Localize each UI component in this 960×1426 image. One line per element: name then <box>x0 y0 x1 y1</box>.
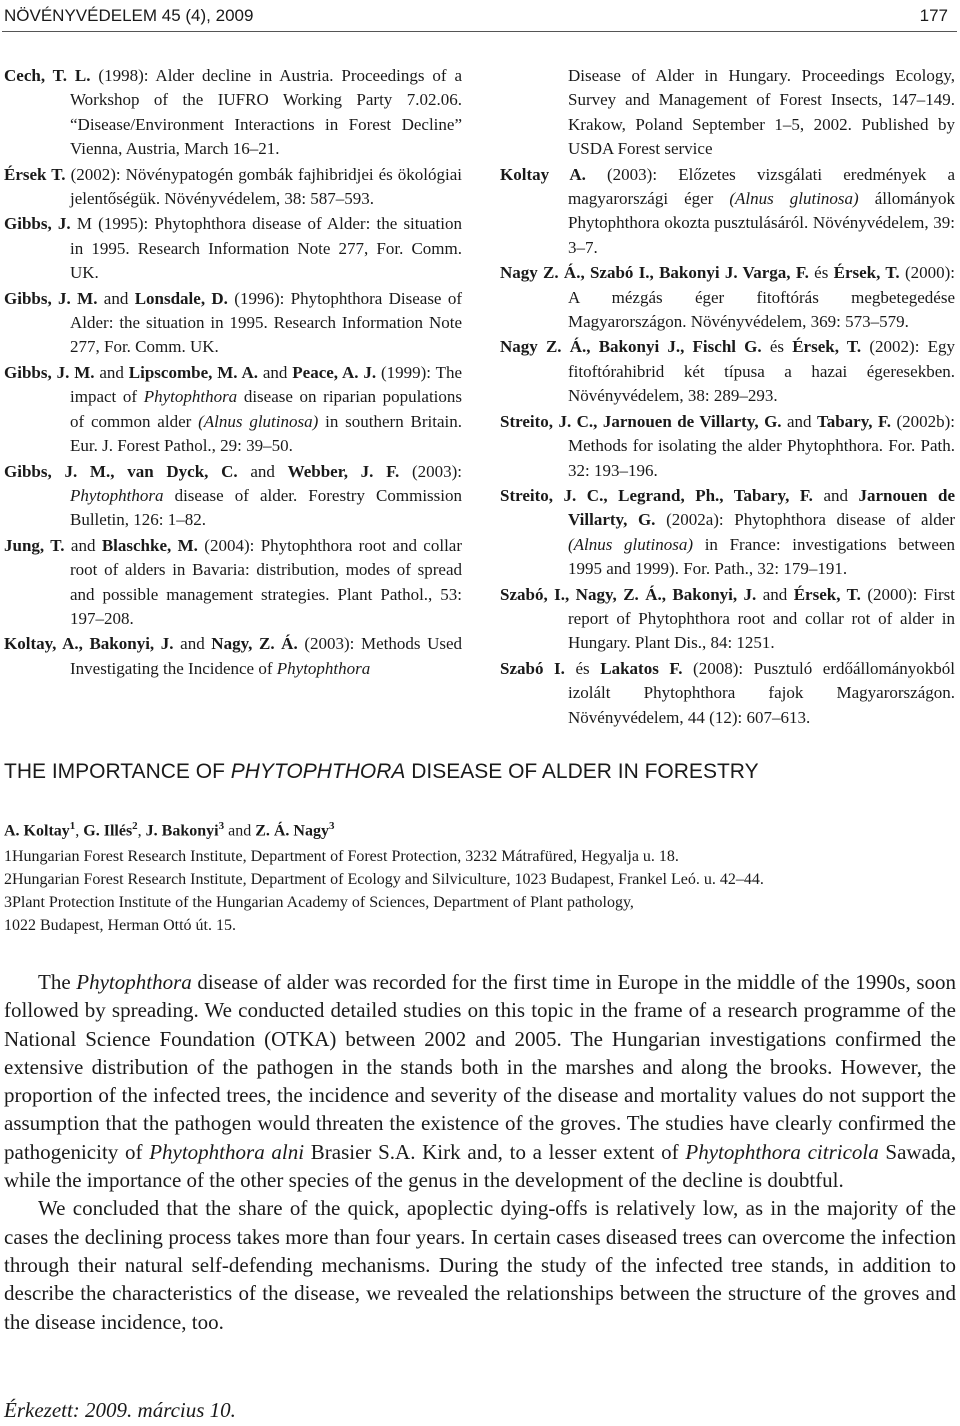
reference-entry <box>500 583 955 656</box>
text-run: (2008): Pusztuló erdőállományokból izolált Phytophthora fajok Magyarországon. Növényvédelem, 44 (12): 607–613. <box>568 658 955 727</box>
reference-entry <box>4 287 462 360</box>
text-run: (1996): Phytophthora Disease of Alder: the situation in 1995. Research Information Note 277, For. Comm. UK. <box>70 288 462 357</box>
reference-entry <box>4 534 462 632</box>
ref-author: Streito, J. C., Jarnouen de Villarty, G. <box>500 411 782 431</box>
abstract-paragraph <box>4 1194 956 1335</box>
ref-author: Blaschke, M. <box>101 535 198 555</box>
text-run: (2004): Phytophthora root and collar root of alders in Bavaria: distribution, modes of spread and possible management strategies. Plant Pathol., 53: 197–208. <box>70 535 463 628</box>
affiliations <box>4 845 954 937</box>
article-title <box>4 760 954 784</box>
author-list <box>4 820 954 840</box>
text-run: and <box>257 362 293 382</box>
ref-author: Lakatos F. <box>600 658 683 678</box>
ref-author: Gibbs, J. <box>4 214 71 234</box>
italic-text: Phytophthora <box>70 485 164 505</box>
ref-author: Jung, T. <box>4 535 65 555</box>
affiliation-line: 1Hungarian Forest Research Institute, Department of Forest Protection, 3232 Mátrafüred, Hegyalja u. 18. <box>4 848 679 865</box>
affiliation-line: 1022 Budapest, Herman Ottó út. 15. <box>4 917 236 934</box>
ref-author: Érsek, T. <box>833 263 900 283</box>
text-run: (2002b): Methods for isolating the alder Phytophthora. For. Path. 32: 193–196. <box>568 411 955 480</box>
reference-entry <box>500 484 955 582</box>
text-run: The <box>38 970 77 994</box>
author-and: and <box>224 822 256 840</box>
ref-author: Streito, J. C., Legrand, Ph., Tabary, F. <box>500 485 813 505</box>
ref-author: Nagy Z. Á., Bakonyi J., Fischl G. <box>500 337 762 357</box>
text-run: and <box>97 288 135 308</box>
text-run: és <box>808 263 834 283</box>
ref-author: Szabó I. <box>500 658 565 678</box>
text-run: We concluded that the share of the quick, apoplectic dying-offs is relatively low, as in the majority of the cases the declining process takes more than four years. In certain cases diseased trees can overcome the infection through their natural self-defending mechanisms. During the study of the infected tree stands, in addition to describe the characteristics of the disease, we revealed the relationships between the structure of the groves and the disease incidence, too. <box>4 1196 956 1334</box>
author-2-affil: 2 <box>132 820 138 832</box>
author-sep: , <box>75 822 84 840</box>
text-run: in France: investigations between 1995 and 1999). For. Path., 32: 179–191. <box>568 534 955 579</box>
text-run: Disease of Alder in Hungary. Proceedings Ecology, Survey and Management of Forest Insects, 147–149. Krakow, Poland September 1–5, 2002. Published by USDA Forest service <box>568 66 955 159</box>
italic-text: (Alnus glutinosa) <box>568 534 694 554</box>
ref-author: Koltay A. <box>500 164 586 184</box>
text-run: and <box>781 411 817 431</box>
ref-author: Szabó, I., Nagy, Z. Á., Bakonyi, J. <box>500 584 757 604</box>
text-run: and <box>812 485 859 505</box>
text-run: és <box>761 337 793 357</box>
text-run: and <box>94 362 129 382</box>
ref-author: Érsek, T. <box>792 337 862 357</box>
text-run: (1999): The impact of <box>70 362 463 407</box>
text-run: (2002): Növénypatogén gombák fajhibridjei és ökológiai jelentőségük. Növényvédelem, 38: 587–593. <box>65 164 462 209</box>
text-run: and <box>237 461 288 481</box>
author-2: G. Illés <box>83 822 133 840</box>
italic-text: Phytophthora <box>76 970 192 994</box>
ref-author: Lonsdale, D. <box>134 288 228 308</box>
ref-author: Peace, A. J. <box>292 362 377 382</box>
ref-author: Webber, J. F. <box>287 461 400 481</box>
italic-text: (Alnus glutinosa) <box>198 411 319 431</box>
text-run: in southern Britain. Eur. J. Forest Pathol., 29: 39–50. <box>70 411 462 456</box>
reference-entry <box>500 657 955 730</box>
title-pre: THE IMPORTANCE OF <box>4 760 231 783</box>
reference-entry <box>4 460 462 533</box>
reference-entry <box>500 163 955 261</box>
ref-author: Koltay, A., Bakonyi, J. <box>4 634 174 654</box>
references-left-column <box>4 64 462 682</box>
ref-author: Érsek T. <box>4 164 66 184</box>
text-run: (2002a): Phytophthora disease of alder <box>655 510 955 530</box>
ref-author: Cech, T. L. <box>4 66 91 85</box>
italic-text: Phytophthora alni <box>149 1139 305 1164</box>
ref-author: Lipscombe, M. A. <box>128 362 258 382</box>
text-run: Sawada, while the importance of the other species of the genus in the development of the decline is doubtful. <box>4 1139 956 1193</box>
reference-entry <box>4 361 462 459</box>
text-run: disease of alder. Forestry Commission Bulletin, 126: 1–82. <box>70 485 462 530</box>
header-rule <box>2 31 957 32</box>
abstract <box>4 968 956 1336</box>
journal-name: NÖVÉNYVÉDELEM 45 (4), 2009 <box>4 6 254 25</box>
italic-text: (Alnus glutinosa) <box>729 189 859 209</box>
italic-text: Phytophthora <box>276 658 371 678</box>
text-run: állományok Phytophthora okozta pusztulásáról. Növényvédelem, 39: 3–7. <box>568 189 955 257</box>
author-3-affil: 3 <box>218 820 225 832</box>
author-4-affil: 3 <box>328 820 335 832</box>
text-run: (2003): <box>399 461 463 481</box>
reference-entry <box>4 212 462 285</box>
reference-entry <box>500 335 955 408</box>
abstract-paragraph <box>4 968 956 1194</box>
text-run: (2003): Methods Used Investigating the Incidence of <box>70 634 463 678</box>
title-post: DISEASE OF ALDER IN FORESTRY <box>405 760 759 783</box>
ref-author: Tabary, F. <box>816 411 892 431</box>
italic-text: Phytophthora <box>143 387 238 407</box>
ref-author: Jarnouen de Villarty, G. <box>568 485 955 530</box>
ref-author: Gibbs, J. M. <box>4 288 98 308</box>
affiliation-line: 3Plant Protection Institute of the Hungarian Academy of Sciences, Department of Plant pathology, <box>4 894 634 911</box>
reference-entry <box>500 410 955 483</box>
reference-entry <box>4 163 462 212</box>
ref-author: Nagy, Z. Á. <box>211 634 298 654</box>
text-run: and <box>64 535 102 555</box>
page-number: 177 <box>919 6 948 25</box>
author-1-affil: 1 <box>69 820 76 832</box>
author-4: Z. Á. Nagy <box>255 822 329 840</box>
text-run: disease of alder was recorded for the first time in Europe in the middle of the 1990s, soon followed by spreading. We conducted detailed studies on this topic in the frame of a research programme of the National Science Foundation (OTKA) between 2002 and 2005. The Hungarian investigations confirmed the extensive distribution of the pathogen in the stands both in the marshes and along the brooks. However, the proportion of the infected trees, the incidence and severity of the disease and mortality values do not support the assumption that the pathogen would threaten the existence of the groves. The studies have clearly confirmed the pathogenicity of <box>4 970 956 1164</box>
title-italic: PHYTOPHTHORA <box>230 760 406 783</box>
reference-entry <box>4 632 462 681</box>
affiliation-line: 2Hungarian Forest Research Institute, Department of Ecology and Silviculture, 1023 Budapest, Frankel Leó. u. 42–44. <box>4 871 764 888</box>
text-run: (2003): Előzetes vizsgálati eredmények a magyarországi éger <box>568 164 955 209</box>
text-run: (2002): Egy fitoftórahibrid két típusa a hazai égeresekben. Növényvédelem, 38: 289–293. <box>568 337 955 406</box>
text-run: és <box>564 658 601 678</box>
text-run: and <box>173 634 212 654</box>
text-run: and <box>756 584 794 604</box>
references-right-column <box>500 64 955 731</box>
text-run: (2000): A mézgás éger fitoftórás megbetegedése Magyarországon. Növényvédelem, 369: 573–579. <box>568 263 955 332</box>
text-run: M (1995): Phytophthora disease of Alder: the situation in 1995. Research Information Note 277, For. Comm. UK. <box>70 214 462 283</box>
reference-entry <box>4 64 462 162</box>
author-3: J. Bakonyi <box>145 822 219 840</box>
reference-entry <box>500 261 955 334</box>
ref-author: Gibbs, J. M. <box>4 362 95 382</box>
author-sep: , <box>137 822 146 840</box>
text-run: (2000): First report of Phytophthora root and collar rot of alder in Hungary. Plant Dis., 84: 1251. <box>568 584 955 653</box>
ref-author: Gibbs, J. M., van Dyck, C. <box>4 461 238 481</box>
italic-text: Phytophthora citricola <box>685 1139 879 1164</box>
reference-entry <box>500 64 955 162</box>
running-head <box>0 6 960 28</box>
text-run: Brasier S.A. Kirk and, to a lesser extent of <box>304 1139 686 1164</box>
received-date: Érkezett: 2009. március 10. <box>4 1398 236 1422</box>
text-run: (1998): Alder decline in Austria. Proceedings of a Workshop of the IUFRO Working Party 7.02.06. “Disease/Environment Interactions in Forest Decline” Vienna, Austria, March 16–21. <box>70 66 462 159</box>
author-1: A. Koltay <box>4 822 70 840</box>
ref-author: Érsek, T. <box>793 584 861 604</box>
text-run: disease on riparian populations of common alder <box>70 387 462 431</box>
ref-author: Nagy Z. Á., Szabó I., Bakonyi J. Varga, F. <box>500 263 809 283</box>
